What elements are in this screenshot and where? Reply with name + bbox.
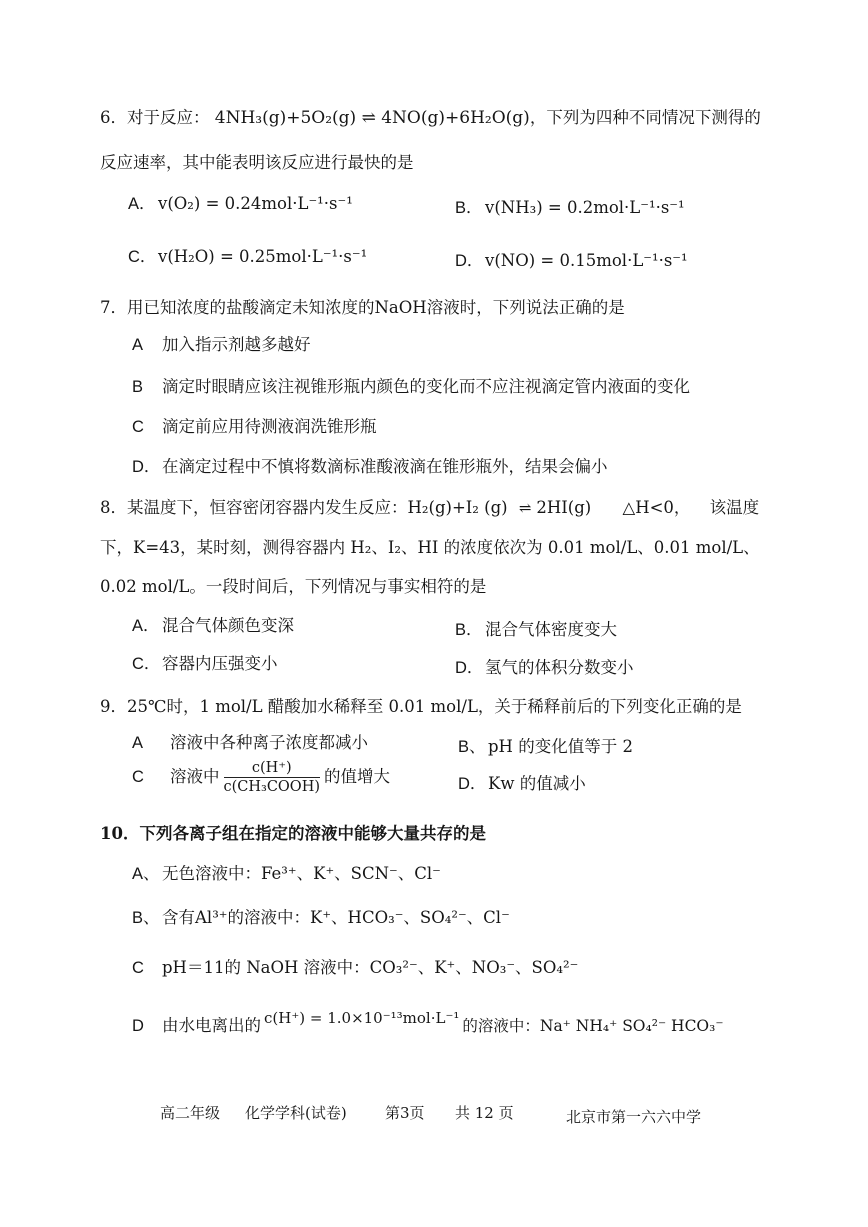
option-text: 滴定前应用待测液润洗锥形瓶 <box>162 417 377 436</box>
option-label: D． <box>455 659 484 677</box>
footer-page: 第3页 <box>385 1104 425 1122</box>
q6-option-a <box>128 190 353 214</box>
q7-option-a <box>132 331 311 355</box>
q9-option-c <box>132 760 390 795</box>
q10-option-d <box>132 1009 724 1036</box>
q10-option-a <box>132 860 441 884</box>
option-text: 滴定时眼睛应该注视锥形瓶内颜色的变化而不应注视滴定管内液面的变化 <box>162 377 690 396</box>
option-text: 氢气的体积分数变小 <box>485 658 634 677</box>
q6-reaction: 4NH₃(g)+5O₂(g) ⇌ 4NO(g)+6H₂O(g) <box>214 108 530 128</box>
option-text: 无色溶液中：Fe³⁺、K⁺、SCN⁻、Cl⁻ <box>162 864 441 883</box>
option-post: 的溶液中：Na⁺ NH₄⁺ SO₄²⁻ HCO₃⁻ <box>462 1017 724 1035</box>
q9-stem: 9．25℃时，1 mol/L 醋酸加水稀释至 0.01 mol/L，关于稀释前后的下列变化正确的是 <box>100 697 742 716</box>
q10-stem: 10．下列各离子组在指定的溶液中能够大量共存的是 <box>100 824 486 843</box>
option-label: A． <box>128 195 156 213</box>
option-post: 的值增大 <box>324 767 391 786</box>
option-text: v(H₂O) = 0.25mol·L⁻¹·s⁻¹ <box>158 247 368 266</box>
q7-option-c <box>132 413 377 437</box>
q8-option-a <box>132 612 294 636</box>
option-label: B、 <box>458 738 486 756</box>
option-text: pH 的变化值等于 2 <box>488 737 633 756</box>
option-text: pH＝11的 NaOH 溶液中：CO₃²⁻、K⁺、NO₃⁻、SO₄²⁻ <box>162 958 579 977</box>
q9-option-b <box>458 733 633 757</box>
option-label: C <box>132 959 144 977</box>
option-text: 含有Al³⁺的溶液中：K⁺、HCO₃⁻、SO₄²⁻、Cl⁻ <box>162 908 510 927</box>
option-text: v(NO) = 0.15mol·L⁻¹·s⁻¹ <box>485 251 688 270</box>
option-label: A、 <box>132 865 160 883</box>
option-label: C <box>132 418 144 436</box>
q6-tail: ，下列为四种不同情况下测得的 <box>529 108 761 127</box>
option-text: 容器内压强变小 <box>162 654 278 673</box>
q6-line1 <box>100 104 761 128</box>
q8-line1 <box>100 494 759 518</box>
q7-option-d <box>132 453 608 477</box>
option-label: A <box>132 734 144 752</box>
q6-option-b <box>455 194 685 218</box>
option-label: A <box>132 336 144 354</box>
option-formula: c(H⁺) = 1.0×10⁻¹³mol·L⁻¹ <box>264 1009 460 1027</box>
footer-subject: 化学学科(试卷) <box>245 1104 347 1122</box>
q8-line1-enthalpy: △H<0， <box>622 498 691 517</box>
option-label: D <box>132 1017 144 1035</box>
option-text: 溶液中各种离子浓度都减小 <box>170 733 368 752</box>
option-label: D． <box>455 252 484 270</box>
option-text: v(NH₃) = 0.2mol·L⁻¹·s⁻¹ <box>485 198 685 217</box>
option-label: B． <box>455 199 483 217</box>
option-label: D． <box>132 458 161 476</box>
q8-option-b <box>455 616 617 640</box>
q6-lead: 对于反应： <box>127 108 210 127</box>
option-label: C． <box>128 248 157 266</box>
q8-line1-reaction: 8．某温度下，恒容密闭容器内发生反应：H₂(g)+I₂ (g) <box>100 498 508 517</box>
fraction-numerator: c(H⁺) <box>224 760 321 778</box>
footer-school: 北京市第一六六中学 <box>566 1108 702 1126</box>
option-label: C <box>132 768 144 786</box>
q6-option-d <box>455 247 688 271</box>
option-pre: 溶液中 <box>170 767 220 786</box>
q7-stem: 7．用已知浓度的盐酸滴定未知浓度的NaOH溶液时，下列说法正确的是 <box>100 298 625 317</box>
option-label: C． <box>132 655 161 673</box>
equilibrium-arrow-icon: ⇌ <box>518 499 531 517</box>
q8-line1-end: 该温度 <box>709 498 760 517</box>
q8-line1-product: 2HI(g) <box>536 498 592 517</box>
option-text: 混合气体密度变大 <box>485 620 617 639</box>
q6-option-c <box>128 243 367 267</box>
q6-number: 6． <box>100 108 127 127</box>
q8-line3: 0.02 mol/L。一段时间后，下列情况与事实相符的是 <box>100 577 487 596</box>
option-text: 加入指示剂越多越好 <box>162 335 311 354</box>
option-label: B、 <box>132 909 160 927</box>
option-text: 混合气体颜色变深 <box>162 616 294 635</box>
option-pre: 由水电离出的 <box>162 1016 261 1035</box>
q8-option-c <box>132 650 278 674</box>
fraction <box>224 760 321 795</box>
option-text: v(O₂) = 0.24mol·L⁻¹·s⁻¹ <box>158 194 353 213</box>
option-text: 在滴定过程中不慎将数滴标准酸液滴在锥形瓶外，结果会偏小 <box>162 457 608 476</box>
footer-total: 共 12 页 <box>455 1104 514 1122</box>
q8-option-d <box>455 654 634 678</box>
q9-option-d <box>458 770 586 794</box>
option-text: Kw 的值减小 <box>488 774 586 793</box>
option-label: D． <box>458 775 487 793</box>
option-label: A． <box>132 617 160 635</box>
q10-option-c <box>132 954 578 978</box>
fraction-denominator: c(CH₃COOH) <box>223 779 321 795</box>
q6-line2: 反应速率，其中能表明该反应进行最快的是 <box>100 153 414 172</box>
q9-option-a <box>132 729 368 753</box>
footer-grade: 高二年级 <box>160 1104 221 1122</box>
q10-option-b <box>132 904 510 928</box>
q8-line2: 下，K=43，某时刻，测得容器内 H₂、I₂、HI 的浓度依次为 0.01 mol/L、0.01 mol/L、 <box>100 538 760 557</box>
option-label: B <box>132 378 144 396</box>
q7-option-b <box>132 373 690 397</box>
option-label: B． <box>455 621 483 639</box>
